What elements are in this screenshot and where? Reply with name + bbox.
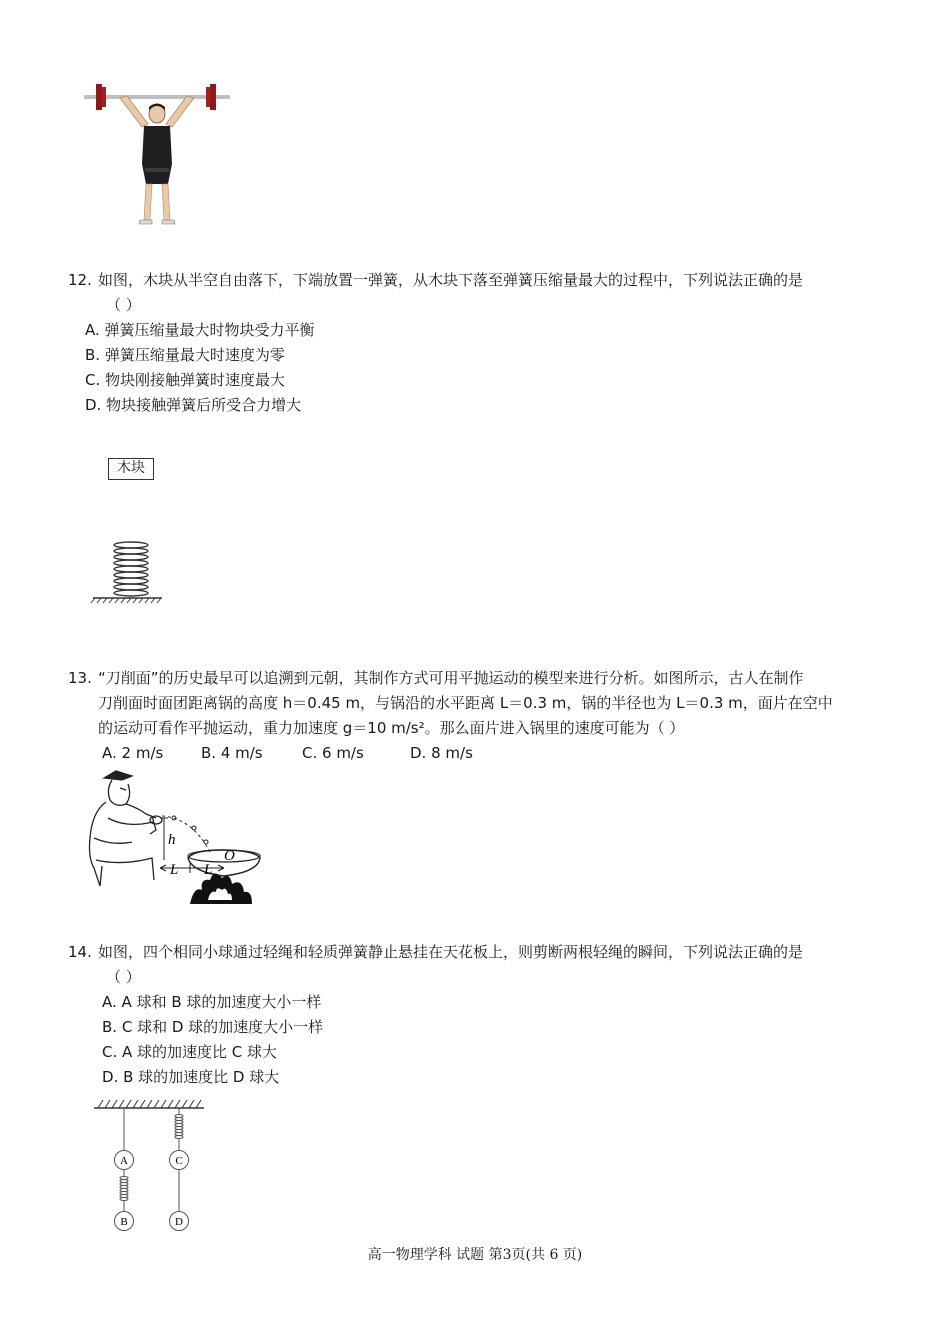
q13-option-b: B. 4 m/s (201, 744, 263, 762)
q13-option-a: A. 2 m/s (102, 744, 164, 762)
ball-a-label: A (120, 1155, 128, 1167)
question-13-stem-line2: 刀削面时面团距离锅的高度 h＝0.45 m，与锅沿的水平距离 L＝0.3 m，锅的半径也为 L＝0.3 m，面片在空中 (98, 694, 833, 712)
q12-option-c: C. 物块刚接触弹簧时速度最大 (85, 371, 286, 389)
question-14-stem: 14. 如图，四个相同小球通过轻绳和轻质弹簧静止悬挂在天花板上，则剪断两根轻绳的瞬间，下列说法正确的是 (68, 943, 804, 961)
ball-d-label: D (175, 1216, 183, 1228)
question-12-stem: 12. 如图，木块从半空自由落下，下端放置一弹簧，从木块下落至弹簧压缩量最大的过程中，下列说法正确的是 (68, 271, 804, 289)
answer-paren: （ ） (106, 968, 141, 986)
q14-option-b: B. C 球和 D 球的加速度大小一样 (102, 1018, 324, 1036)
weightlifter-figure (82, 72, 232, 232)
label-o: O (224, 848, 235, 864)
q12-option-d: D. 物块接触弹簧后所受合力增大 (85, 396, 302, 414)
ball-b-label: B (120, 1216, 128, 1228)
q12-option-a: A. 弹簧压缩量最大时物块受力平衡 (85, 321, 315, 339)
knife-noodle-figure (82, 768, 272, 913)
ball-c-label: C (175, 1155, 183, 1167)
answer-paren: （ ） (106, 296, 141, 314)
label-h: h (168, 832, 176, 848)
page-footer: 高一物理学科 试题 第3页(共 6 页) (367, 1247, 583, 1263)
question-13-stem-line1: 13. “刀削面”的历史最早可以追溯到元朝，其制作方式可用平抛运动的模型来进行分析。如图所示，古人在制作 (68, 669, 804, 687)
spring (90, 535, 170, 605)
q14-option-a: A. A 球和 B 球的加速度大小一样 (102, 993, 322, 1011)
block-spring-figure (90, 455, 170, 605)
hanging-balls-figure (92, 1096, 207, 1236)
question-13 (68, 666, 888, 741)
q12-option-b: B. 弹簧压缩量最大时速度为零 (85, 346, 285, 364)
q13-option-c: C. 6 m/s (302, 744, 364, 762)
q13-option-d: D. 8 m/s (410, 744, 473, 762)
label-l1: L (170, 862, 179, 878)
question-14 (68, 940, 888, 990)
question-12 (68, 268, 888, 318)
question-13-stem-line3: 的运动可看作平抛运动，重力加速度 g＝10 m/s²。那么面片进入锅里的速度可能为（ ） (98, 719, 685, 737)
q14-option-d: D. B 球的加速度比 D 球大 (102, 1068, 280, 1086)
wood-block: 木块 (108, 458, 154, 480)
label-l2: L (204, 862, 213, 878)
q14-option-c: C. A 球的加速度比 C 球大 (102, 1043, 278, 1061)
